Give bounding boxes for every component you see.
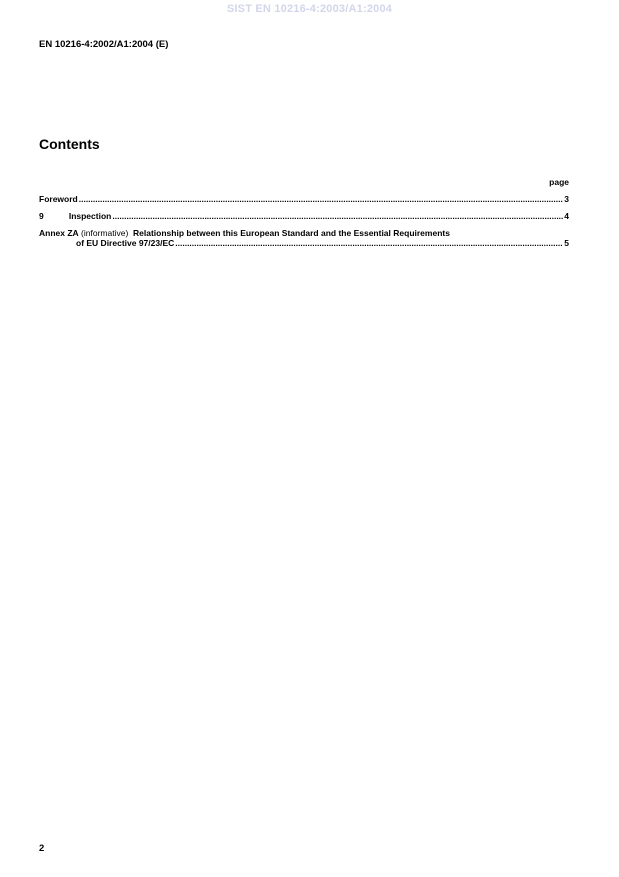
annex-prefix: Annex ZA	[39, 228, 79, 238]
document-id-header: EN 10216-4:2002/A1:2004 (E)	[39, 39, 169, 50]
toc-leader-dots	[79, 194, 564, 204]
annex-title-line1: Relationship between this European Standard and the Essential Requirements	[133, 228, 450, 238]
toc-entry-page: 5	[564, 238, 569, 248]
toc-leader-dots	[175, 238, 563, 248]
toc-entry-title: Inspection	[68, 211, 112, 221]
toc-leader-dots	[112, 211, 563, 221]
page-number: 2	[39, 843, 45, 854]
toc-entry-number: 9	[39, 211, 44, 221]
annex-type: (informative)	[81, 228, 129, 238]
table-of-contents	[39, 194, 569, 255]
toc-entry-annex-za[interactable]	[39, 228, 569, 248]
toc-entry-foreword[interactable]	[39, 194, 569, 204]
toc-entry-page: 3	[564, 194, 569, 204]
annex-title-line2: of EU Directive 97/23/EC	[76, 238, 175, 248]
toc-entry-title: Foreword	[39, 194, 78, 204]
watermark: SIST EN 10216-4:2003/A1:2004	[226, 3, 393, 15]
toc-entry-page: 4	[564, 211, 569, 221]
page-column-label: page	[549, 177, 569, 187]
toc-entry-inspection[interactable]	[39, 211, 569, 221]
contents-title: Contents	[39, 136, 100, 152]
